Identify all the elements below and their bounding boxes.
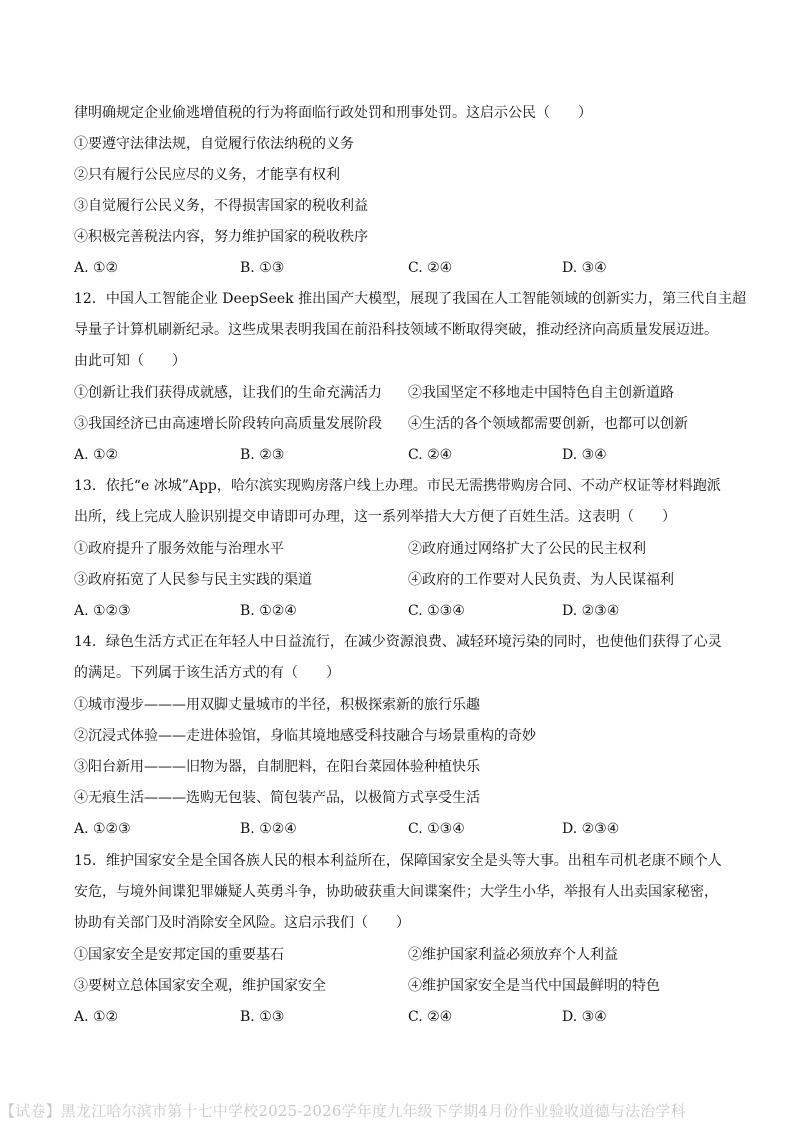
choice-a: A. ①②③ [74,821,131,837]
question-12-option-3: ③我国经济已由高速增长阶段转向高质量发展阶段 [74,416,382,432]
question-11-option-3: ③自觉履行公民义务，不得损害国家的税收利益 [74,198,368,214]
choice-a: A. ①② [74,260,119,276]
question-13-option-3: ③政府拓宽了人民参与民主实践的渠道 [74,572,312,588]
question-15-stem-line: 协助有关部门及时消除安全风险。这启示我们（ ） [74,915,410,931]
question-15-stem-line: 15．维护国家安全是全国各族人民的根本利益所在，保障国家安全是头等大事。出租车司机老康不顾个人 [74,853,722,869]
question-14-option-1: ①城市漫步———用双脚丈量城市的半径，积极探索新的旅行乐趣 [74,697,480,713]
question-13-option-1: ①政府提升了服务效能与治理水平 [74,541,284,557]
choice-a: A. ①② [74,1009,119,1025]
choice-c: C. ①③④ [408,603,465,619]
choice-c: C. ①③④ [408,821,465,837]
question-13-stem-line: 出所，线上完成人脸识别提交申请即可办理，这一系列举措大大方便了百姓生活。这表明（ ） [74,509,676,525]
choice-d: D. ③④ [562,1009,607,1025]
question-12-option-2: ②我国坚定不移地走中国特色自主创新道路 [408,385,674,401]
question-15-option-1: ①国家安全是安邦定国的重要基石 [74,947,284,963]
question-12-stem-line: 导量子计算机刷新纪录。这些成果表明我国在前沿科技领域不断取得突破，推动经济向高质量发展迈进。 [74,322,718,338]
question-15-option-3: ③要树立总体国家安全观，维护国家安全 [74,978,326,994]
choice-a: A. ①② [74,447,119,463]
choice-b: B. ①③ [240,260,285,276]
question-15-option-2: ②维护国家利益必须放弃个人利益 [408,947,618,963]
choice-a: A. ①②③ [74,603,131,619]
question-13-option-4: ④政府的工作要对人民负责、为人民谋福利 [408,572,674,588]
question-11-option-2: ②只有履行公民应尽的义务，才能享有权利 [74,167,340,183]
choice-d: D. ②③④ [562,821,620,837]
question-11-option-4: ④积极完善税法内容，努力维护国家的税收秩序 [74,229,368,245]
question-14-stem-line: 14．绿色生活方式正在年轻人中日益流行，在减少资源浪费、减轻环境污染的同时，也使他们获得了心灵 [74,634,722,650]
choice-b: B. ①②④ [240,603,297,619]
question-14-option-4: ④无痕生活———选购无包装、简包装产品，以极简方式享受生活 [74,790,480,806]
choice-b: B. ①③ [240,1009,285,1025]
question-11-option-1: ①要遵守法律法规，自觉履行依法纳税的义务 [74,136,354,152]
question-14-option-2: ②沉浸式体验——走进体验馆，身临其境地感受科技融合与场景重构的奇妙 [74,728,536,744]
choice-c: C. ②④ [408,447,453,463]
question-12-option-4: ④生活的各个领域都需要创新，也都可以创新 [408,416,688,432]
question-11-stem: 律明确规定企业偷逃增值税的行为将面临行政处罚和刑事处罚。这启示公民（ ） [74,105,592,121]
choice-d: D. ③④ [562,447,607,463]
choice-d: D. ③④ [562,260,607,276]
question-12-stem-line: 12．中国人工智能企业 DeepSeek 推出国产大模型，展现了我国在人工智能领域的创新实力，第三代自主超 [74,291,747,307]
exam-footer-watermark: 【试卷】黑龙江哈尔滨市第十七中学校2025-2026学年度九年级下学期4月份作业验收道德与法治学科 [0,1102,686,1120]
choice-d: D. ②③④ [562,603,620,619]
question-14-option-3: ③阳台新用———旧物为器，自制肥料，在阳台菜园体验种植快乐 [74,759,480,775]
choice-b: B. ②③ [240,447,285,463]
question-13-option-2: ②政府通过网络扩大了公民的民主权利 [408,541,646,557]
choice-c: C. ②④ [408,260,453,276]
question-12-stem-line: 由此可知（ ） [74,353,186,369]
choice-c: C. ②④ [408,1009,453,1025]
question-12-option-1: ①创新让我们获得成就感，让我们的生命充满活力 [74,385,382,401]
choice-b: B. ①②④ [240,821,297,837]
question-15-option-4: ④维护国家安全是当代中国最鲜明的特色 [408,978,660,994]
question-15-stem-line: 安危，与境外间谍犯罪嫌疑人英勇斗争，协助破获重大间谍案件；大学生小华，举报有人出卖国家秘密， [74,884,718,900]
question-13-stem-line: 13．依托“e 冰城”App，哈尔滨实现购房落户线上办理。市民无需携带购房合同、不动产权证等材料跑派 [74,478,721,494]
question-14-stem-line: 的满足。下列属于该生活方式的有（ ） [74,665,340,681]
